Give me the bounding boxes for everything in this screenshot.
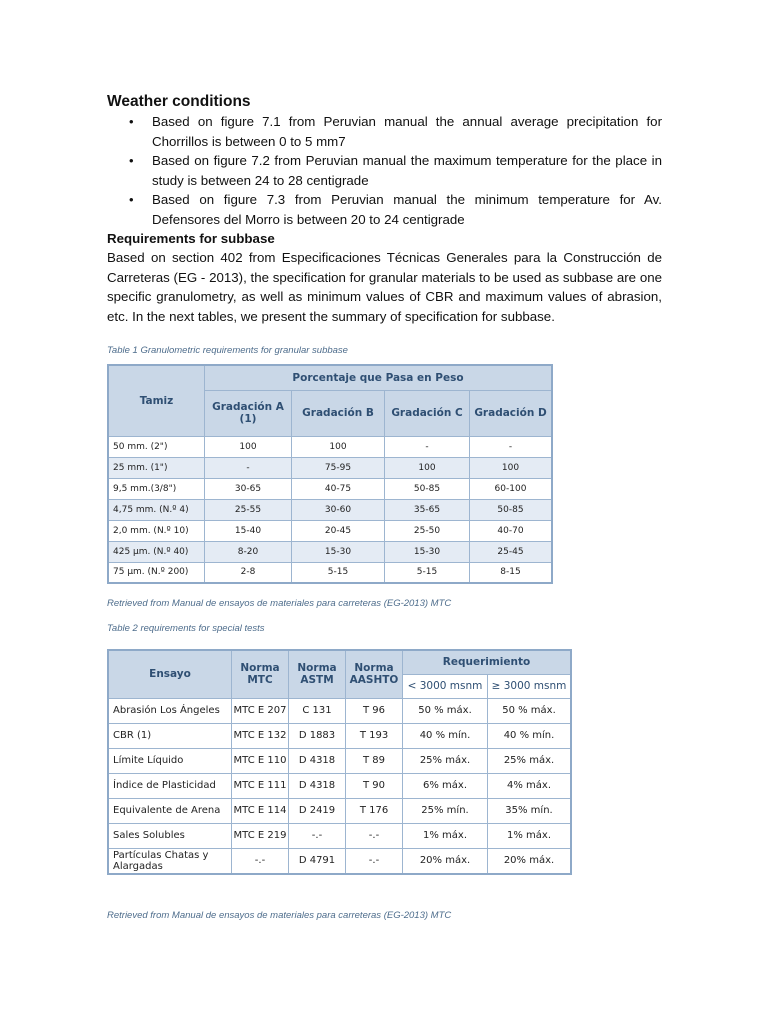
table-cell: 60-100: [470, 478, 553, 499]
table1-source: Retrieved from Manual de ensayos de materiales para carreteras (EG-2013) MTC: [107, 598, 452, 609]
table-cell: Abrasión Los Ángeles: [108, 698, 232, 723]
table-cell: CBR (1): [108, 723, 232, 748]
table-cell: 50-85: [385, 478, 470, 499]
table-row: [108, 848, 571, 874]
table-cell: -: [470, 436, 553, 457]
table-cell: 50 % máx.: [403, 698, 488, 723]
table-cell: 50 % máx.: [488, 698, 572, 723]
table-cell: 15-40: [205, 520, 292, 541]
table-cell: 100: [470, 457, 553, 478]
table2-header-astm: Norma ASTM: [289, 650, 346, 698]
table-cell: -.-: [289, 823, 346, 848]
weather-bullet: • Based on figure 7.3 from Peruvian manual the minimum temperature for Av. Defensores del Morro is between 20 to 24 centigrade: [107, 190, 662, 229]
table-cell: 100: [385, 457, 470, 478]
table-cell: 5-15: [385, 562, 470, 583]
table-cell: 20% máx.: [488, 848, 572, 874]
table-cell: 8-20: [205, 541, 292, 562]
table-row: [108, 773, 571, 798]
table-cell: MTC E 114: [232, 798, 289, 823]
table-cell: Partículas Chatas y Alargadas: [108, 848, 232, 874]
subbase-paragraph: Based on section 402 from Especificaciones Técnicas Generales para la Construcción de Carreteras (EG - 2013), the specification for granular materials to be used as subbase are one specific granulometry, as well as minimum values of CBR and maximum values of abrasion, etc. In the next tables, we present the summary of specification for subbase.: [107, 250, 662, 324]
weather-heading: Weather conditions: [107, 93, 251, 110]
table-row: [108, 457, 552, 478]
table-cell: 5-15: [292, 562, 385, 583]
table-cell: 25% máx.: [488, 748, 572, 773]
table2-header-ensayo: Ensayo: [108, 650, 232, 698]
table-cell: 40-75: [292, 478, 385, 499]
document-body: [107, 92, 662, 326]
table-cell: Sales Solubles: [108, 823, 232, 848]
table-cell: 8-15: [470, 562, 553, 583]
table-cell: 4% máx.: [488, 773, 572, 798]
table1-header-tamiz: Tamiz: [108, 365, 205, 436]
table-cell: MTC E 219: [232, 823, 289, 848]
table-cell: 40-70: [470, 520, 553, 541]
table-cell: 30-65: [205, 478, 292, 499]
table-cell: 30-60: [292, 499, 385, 520]
granulometric-table: [107, 364, 553, 584]
table-cell: -: [205, 457, 292, 478]
table-row: [108, 748, 571, 773]
table-row: [108, 562, 552, 583]
special-tests-table: [107, 649, 572, 875]
table-row: [108, 478, 552, 499]
table-cell: -.-: [346, 848, 403, 874]
weather-bullet: • Based on figure 7.1 from Peruvian manual the annual average precipitation for Chorrillos is between 0 to 5 mm7: [107, 112, 662, 151]
table2-header-aashto: Norma AASHTO: [346, 650, 403, 698]
table-cell: 25-45: [470, 541, 553, 562]
table-cell: 4,75 mm. (N.º 4): [108, 499, 205, 520]
table-cell: T 96: [346, 698, 403, 723]
table-cell: -: [385, 436, 470, 457]
table-cell: 35% mín.: [488, 798, 572, 823]
table-cell: D 4791: [289, 848, 346, 874]
table-cell: 15-30: [385, 541, 470, 562]
table-row: [108, 436, 552, 457]
table-row: [108, 541, 552, 562]
table-cell: 50-85: [470, 499, 553, 520]
table-cell: D 4318: [289, 773, 346, 798]
table2-header-mtc: Norma MTC: [232, 650, 289, 698]
table-cell: 25 mm. (1"): [108, 457, 205, 478]
weather-bullet: • Based on figure 7.2 from Peruvian manual the maximum temperature for the place in study is between 24 to 28 centigrade: [107, 151, 662, 190]
table-cell: 20% máx.: [403, 848, 488, 874]
table-cell: -.-: [232, 848, 289, 874]
table-cell: 25% mín.: [403, 798, 488, 823]
table-cell: D 4318: [289, 748, 346, 773]
table-row: [108, 499, 552, 520]
table-cell: 425 µm. (N.º 40): [108, 541, 205, 562]
table-cell: Índice de Plasticidad: [108, 773, 232, 798]
table-cell: 25-55: [205, 499, 292, 520]
table-cell: 1% máx.: [488, 823, 572, 848]
table-cell: 1% máx.: [403, 823, 488, 848]
table2-source: Retrieved from Manual de ensayos de materiales para carreteras (EG-2013) MTC: [107, 910, 452, 921]
table-cell: 25% máx.: [403, 748, 488, 773]
weather-bullet-list: [107, 112, 662, 229]
table-cell: 9,5 mm.(3/8"): [108, 478, 205, 499]
table1-caption: Table 1 Granulometric requirements for granular subbase: [107, 345, 348, 356]
table-cell: 40 % mín.: [488, 723, 572, 748]
table-cell: 2-8: [205, 562, 292, 583]
table-cell: T 176: [346, 798, 403, 823]
table-row: [108, 698, 571, 723]
table-cell: -.-: [346, 823, 403, 848]
table2-header-requerimiento: Requerimiento: [403, 650, 572, 674]
table-cell: Equivalente de Arena: [108, 798, 232, 823]
table-cell: MTC E 207: [232, 698, 289, 723]
table-cell: 75 µm. (N.º 200): [108, 562, 205, 583]
table-cell: T 193: [346, 723, 403, 748]
table2-header-ge3000: ≥ 3000 msnm: [488, 674, 572, 698]
table2-caption: Table 2 requirements for special tests: [107, 623, 265, 634]
table1-col-header: Gradación A (1): [205, 390, 292, 436]
table-cell: 50 mm. (2"): [108, 436, 205, 457]
table-row: [108, 823, 571, 848]
table1-header-group: Porcentaje que Pasa en Peso: [205, 365, 553, 390]
table1-col-header: Gradación B: [292, 390, 385, 436]
table-cell: 40 % mín.: [403, 723, 488, 748]
table-row: [108, 798, 571, 823]
table-cell: D 2419: [289, 798, 346, 823]
table-cell: 6% máx.: [403, 773, 488, 798]
table1-col-header: Gradación C: [385, 390, 470, 436]
table-cell: T 90: [346, 773, 403, 798]
table2-header-lt3000: < 3000 msnm: [403, 674, 488, 698]
table-cell: 2,0 mm. (N.º 10): [108, 520, 205, 541]
table-cell: 15-30: [292, 541, 385, 562]
table-cell: 25-50: [385, 520, 470, 541]
table-cell: Límite Líquido: [108, 748, 232, 773]
table-row: [108, 723, 571, 748]
table-cell: 100: [292, 436, 385, 457]
table-row: [108, 520, 552, 541]
table-cell: C 131: [289, 698, 346, 723]
table-cell: MTC E 111: [232, 773, 289, 798]
table-cell: T 89: [346, 748, 403, 773]
table-cell: 35-65: [385, 499, 470, 520]
table-cell: MTC E 132: [232, 723, 289, 748]
table-cell: MTC E 110: [232, 748, 289, 773]
table1-col-header: Gradación D: [470, 390, 553, 436]
table-cell: 75-95: [292, 457, 385, 478]
table-cell: 100: [205, 436, 292, 457]
subbase-heading: Requirements for subbase: [107, 231, 275, 246]
table-cell: D 1883: [289, 723, 346, 748]
table-cell: 20-45: [292, 520, 385, 541]
